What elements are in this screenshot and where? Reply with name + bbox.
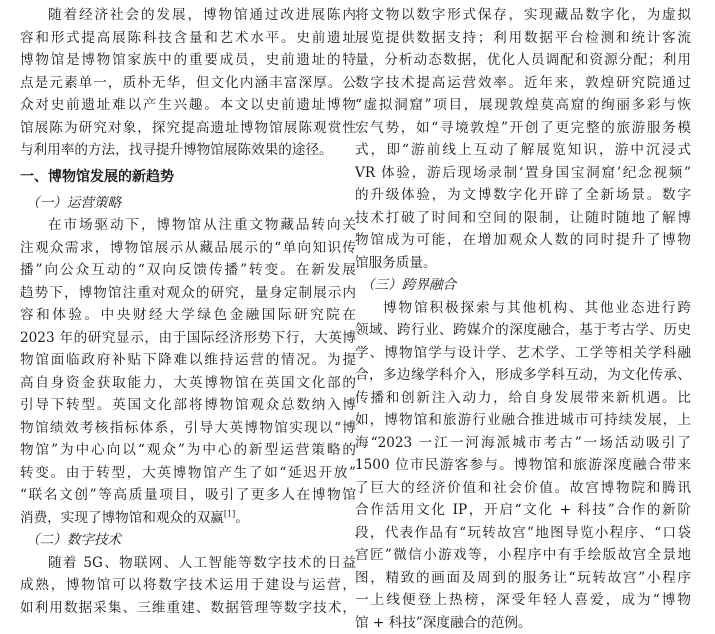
right-column [355, 4, 691, 634]
text-line: 如，博物馆和旅游行业融合推进城市可持续发展，上 [355, 409, 691, 432]
text-line: 的升级体验，为文博数字化开辟了全新场景。数字 [355, 184, 691, 207]
text-line: 引导下转型。英国文化部将博物馆观众总数纳入博 [20, 394, 356, 417]
text-line: 随着经济社会的发展，博物馆通过改进展陈内 [20, 4, 356, 27]
text-line: 物馆绩效考核指标体系，引导大英博物馆实现以“博 [20, 417, 356, 440]
text-line: 了巨大的经济价值和社会价值。故宫博物院和腾讯 [355, 477, 691, 500]
text-line: 海“2023 一江一河海派城市考古”一场活动吸引了 [355, 432, 691, 455]
text-line: 展览提供数据支持；利用数据平台检测和统计客流 [355, 27, 691, 50]
text-line: 馆展陈为研究对象，探究提高遗址博物馆展陈观赏性 [20, 117, 356, 140]
section-heading: 一、博物馆发展的新趋势 [20, 162, 356, 192]
text-line: “联名文创”等高质量项目，吸引了更多人在博物馆 [20, 484, 356, 507]
text-line: 段，代表作品有“玩转故宫”地图导览小程序、“口袋 [355, 522, 691, 545]
text-line: 注观众需求，博物馆展示从藏品展示的“单向知识传 [20, 237, 356, 260]
intro-paragraph [20, 4, 356, 162]
text-line: 传播和创新注入动力，给自身发展带来新机遇。比 [355, 387, 691, 410]
text-line: 物馆”为中心向以“观众”为中心的新型运营策略的 [20, 439, 356, 462]
text-line: 数字技术提高运营效率。近年来，敦煌研究院通过 [355, 72, 691, 95]
text-line: 容和体验。中央财经大学绿色金融国际研究院在 [20, 304, 356, 327]
text-line: 学、博物馆学与设计学、艺术学、工学等相关学科融 [355, 342, 691, 365]
text-line: 将文物以数字形式保存，实现藏品数字化，为虚拟 [355, 4, 691, 27]
text-line: “虚拟洞窟”项目，展现敦煌莫高窟的绚丽多彩与恢 [355, 94, 691, 117]
text-line: 高自身资金获取能力，大英博物馆在英国文化部的 [20, 372, 356, 395]
text-line: 趋势下，博物馆注重对观众的研究，量身定制展示内 [20, 282, 356, 305]
text-line: 随着 5G、物联网、人工智能等数字技术的日益 [20, 552, 356, 575]
text-line: 式，即“游前线上互动了解展览知识，游中沉浸式 [355, 139, 691, 162]
digital-paragraph [20, 552, 356, 620]
text-line: 1500 位市民游客参与。博物馆和旅游深度融合带来 [355, 454, 691, 477]
text-line: 宏气势，如“寻境敦煌”开创了更完整的旅游服务模 [355, 117, 691, 140]
text-line: 博物馆积极探索与其他机构、其他业态进行跨 [355, 297, 691, 320]
citation-mark[interactable]: [1] [224, 509, 235, 518]
text-fragment: 消费，实现了博物馆和观众的双赢 [20, 510, 224, 526]
text-line: 播”向公众互动的“双向反馈传播”转变。在新发展 [20, 259, 356, 282]
text-line: 一上线便登上热榜，深受年轻人喜爱，成为“博物 [355, 589, 691, 612]
text-line: 图，精致的画面及周到的服务让“玩转故宫”小程序 [355, 567, 691, 590]
text-line: 博物馆是博物馆家族中的重要成员，史前遗址的特 [20, 49, 356, 72]
subsection-heading: （三）跨界融合 [355, 274, 691, 297]
text-line: 如利用数据采集、三维重建、数据管理等数字技术， [20, 597, 356, 620]
text-line: 众对史前遗址难以产生兴趣。本文以史前遗址博物 [20, 94, 356, 117]
text-line: 宫匠”微信小游戏等，小程序中有手绘版故宫全景地 [355, 544, 691, 567]
text-line: 物馆成为可能，在增加观众人数的同时提升了博物 [355, 229, 691, 252]
text-line: 馆服务质量。 [355, 252, 691, 275]
text-line: 点是元素单一，质朴无华，但文化内涵丰富深厚。公 [20, 72, 356, 95]
text-line: 成熟，博物馆可以将数字技术运用于建设与运营， [20, 574, 356, 597]
text-line: 在市场驱动下，博物馆从注重文物藏品转向关 [20, 214, 356, 237]
crossover-paragraph [355, 297, 691, 634]
text-line: 转变。由于转型，大英博物馆产生了如“延迟开放” [20, 462, 356, 485]
text-line: 合，多边缘学科介入，形成多学科互动，为文化传承、 [355, 364, 691, 387]
text-fragment: 。 [235, 510, 249, 526]
text-line: 合作活用文化 IP，开启“文化 + 科技”合作的新阶 [355, 499, 691, 522]
subsection-heading: （一）运营策略 [20, 192, 356, 215]
operations-paragraph [20, 214, 356, 529]
text-line: 量，分析动态数据，优化人员调配和资源分配；利用 [355, 49, 691, 72]
text-line: 2023 年的研究显示，由于国际经济形势下行，大英博 [20, 327, 356, 350]
digital-paragraph-continued [355, 4, 691, 274]
text-line: 与利用率的方法，找寻提升博物馆展陈效果的途径。 [20, 139, 356, 162]
text-line: VR 体验，游后现场录制‘置身国宝洞窟’纪念视频” [355, 162, 691, 185]
text-line [20, 507, 356, 530]
left-column [20, 4, 356, 619]
text-line: 领域、跨行业、跨媒介的深度融合，基于考古学、历史 [355, 319, 691, 342]
text-line: 馆 + 科技”深度融合的范例。 [355, 612, 691, 634]
text-line: 技术打破了时间和空间的限制，让随时随地了解博 [355, 207, 691, 230]
text-line: 容和形式提高展陈科技含量和艺术水平。史前遗址 [20, 27, 356, 50]
subsection-heading: （二）数字技术 [20, 529, 356, 552]
text-line: 物馆面临政府补贴下降难以维持运营的情况。为提 [20, 349, 356, 372]
